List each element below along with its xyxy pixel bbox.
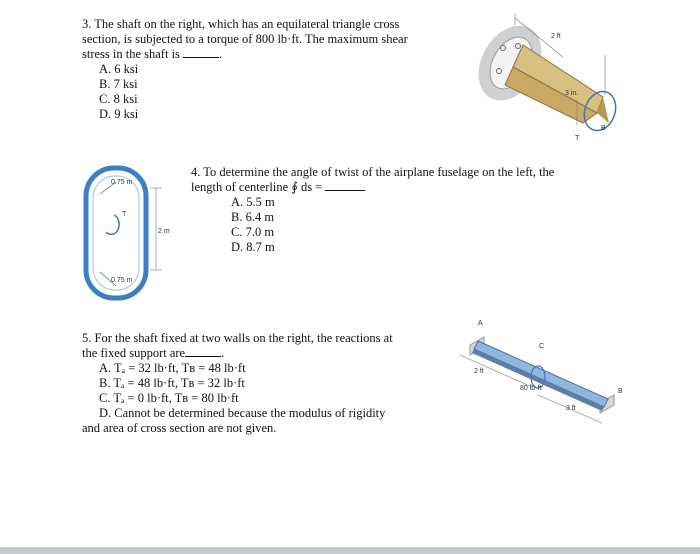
q3-line-3: stress in the shaft is .: [82, 47, 223, 61]
q5-left-length: 2 ft: [474, 368, 484, 375]
q5-line-1: 5. For the shaft fixed at two walls on the right, the reactions at: [82, 331, 393, 345]
q4-line-1: 4. To determine the angle of twist of the airplane fuselage on the left, the: [191, 165, 555, 179]
q5-torque-label: 80 lb·ft: [520, 385, 542, 392]
q5-right-length: 3 ft: [566, 405, 576, 412]
q3-line-2: section, is subjected to a torque of 800 lb·ft. The maximum shear: [82, 32, 408, 46]
q3-shaft-figure: [475, 5, 635, 150]
q4-height-label: 2 m: [158, 228, 170, 235]
q3-option-c: C. 8 ksi: [99, 92, 138, 106]
q5-option-d: D. Cannot be determined because the modulus of rigidity: [99, 406, 386, 420]
q3-point-label: B: [601, 125, 606, 132]
q4-option-a: A. 5.5 m: [231, 195, 275, 209]
q5-shaft-figure: [440, 315, 635, 440]
q5-label-b: B: [618, 388, 623, 395]
q5-label-c: C: [539, 343, 545, 350]
q3-length-label: 2 ft: [551, 33, 561, 40]
q4-top-radius-label: 0.75 m: [111, 179, 133, 186]
question-5: [82, 331, 393, 436]
q5-option-a: A. Tₐ = 32 lb·ft, Tʙ = 48 lb·ft: [99, 361, 246, 375]
q5-option-c: C. Tₐ = 0 lb·ft, Tʙ = 80 lb·ft: [99, 391, 239, 405]
q3-side-label: 3 in.: [565, 90, 579, 97]
q3-line-1: 3. The shaft on the right, which has an equilateral triangle cross: [82, 17, 400, 31]
integral-symbol: ∮ ds =: [291, 180, 323, 194]
q4-option-c: C. 7.0 m: [231, 225, 275, 239]
q4-torque-label: T: [122, 211, 127, 218]
q3-torque-label: T: [575, 135, 580, 142]
q5-option-b: B. Tₐ = 48 lb·ft, Tʙ = 32 lb·ft: [99, 376, 245, 390]
question-3: [82, 17, 408, 122]
q3-option-d: D. 9 ksi: [99, 107, 139, 121]
q4-option-d: D. 8.7 m: [231, 240, 275, 254]
q4-option-b: B. 6.4 m: [231, 210, 275, 224]
q4-fuselage-figure: [78, 160, 183, 305]
bottom-bar: [0, 547, 700, 554]
q4-line-2: length of centerline ∮ ds =: [191, 180, 554, 195]
q3-option-b: B. 7 ksi: [99, 77, 138, 91]
question-4: [191, 165, 554, 255]
q5-line-2: the fixed support are .: [82, 346, 225, 360]
q4-bottom-radius-label: 0.75 m: [111, 277, 133, 284]
q3-option-a: A. 6 ksi: [99, 62, 139, 76]
q5-label-a: A: [478, 320, 483, 327]
q5-option-d-continued: and area of cross section are not given.: [82, 421, 277, 435]
